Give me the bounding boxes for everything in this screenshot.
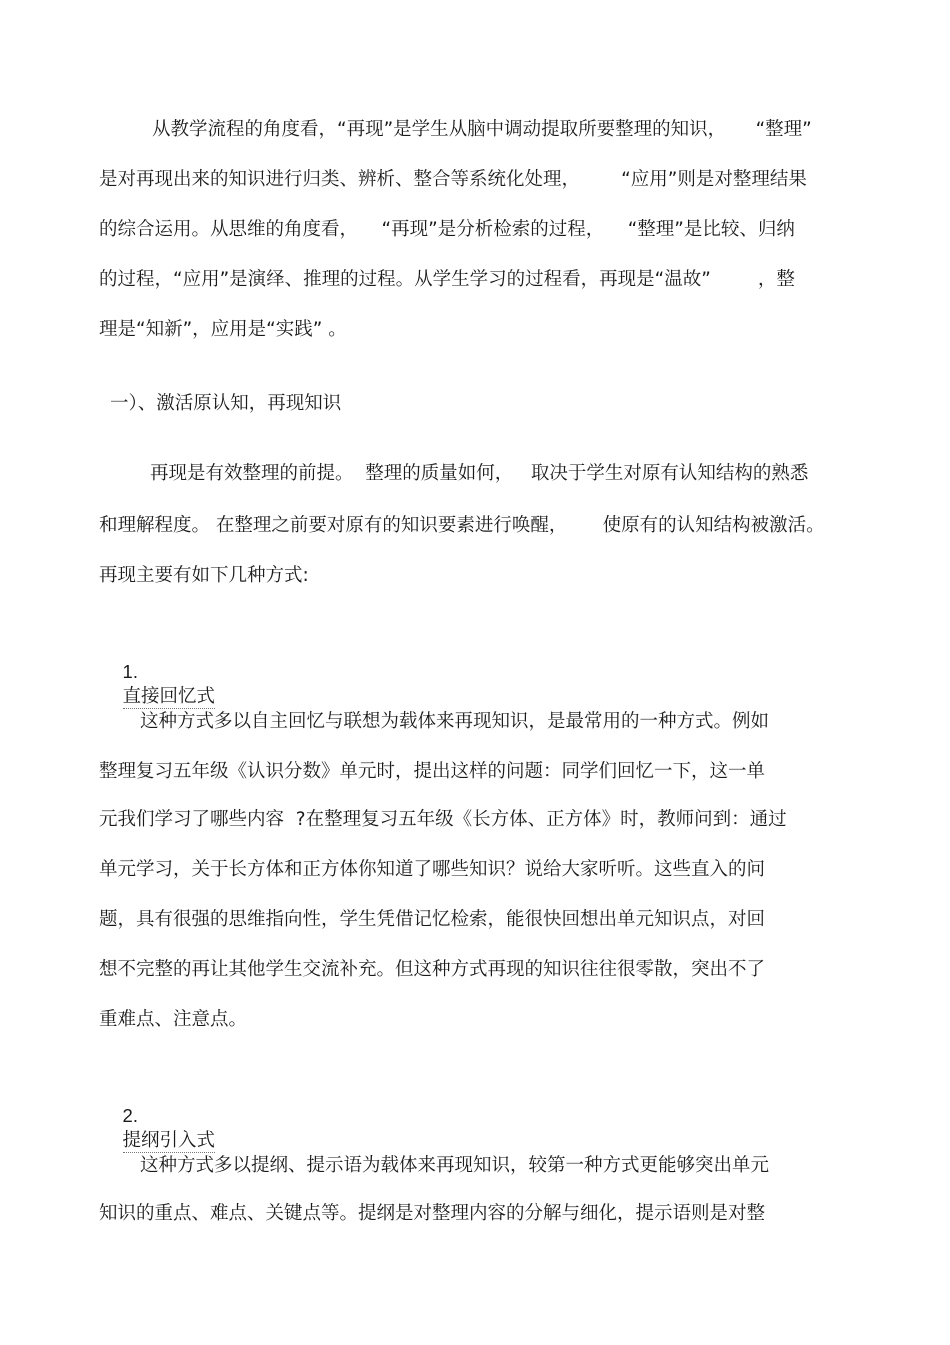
section-one-line-3: 再现主要有如下几种方式:: [99, 565, 309, 586]
intro-line-3: 的综合运用。从思维的角度看， “再现”是分析检索的过程， “整理”是比较、归纳: [99, 219, 795, 240]
section-one-line-2: 和理解程度。 在整理之前要对原有的知识要素进行唤醒， 使原有的认知结构被激活。: [99, 515, 825, 536]
section-one-line-1: 再现是有效整理的前提。 整理的质量如何， 取决于学生对原有认知结构的熟悉: [150, 463, 809, 484]
method-one-line-6: 想不完整的再让其他学生交流补充。但这种方式再现的知识往往很零散，突出不了: [99, 959, 766, 980]
intro-line-2: 是对再现出来的知识进行归类、辨析、整合等系统化处理， “应用”则是对整理结果: [99, 169, 807, 190]
method-one-number: 1.: [122, 661, 138, 682]
method-one-line-3: 元我们学习了哪些内容 ?在整理复习五年级《长方体、正方体》时，教师问到：通过: [99, 809, 787, 830]
method-one-title: 直接回忆式: [122, 686, 216, 707]
method-two-line-1: 这种方式多以提纲、提示语为载体来再现知识，较第一种方式更能够突出单元: [140, 1155, 770, 1176]
method-two-line-2: 知识的重点、难点、关键点等。提纲是对整理内容的分解与细化，提示语则是对整: [99, 1203, 766, 1224]
method-two-title: 提纲引入式: [122, 1130, 216, 1151]
method-one-line-1: 这种方式多以自主回忆与联想为载体来再现知识，是最常用的一种方式。例如: [140, 711, 770, 732]
method-one-line-4: 单元学习，关于长方体和正方体你知道了哪些知识？说给大家听听。这些直入的问: [99, 859, 766, 880]
intro-line-5: 理是“知新”，应用是“实践” 。: [99, 319, 347, 340]
method-one-line-5: 题，具有很强的思维指向性，学生凭借记忆检索，能很快回想出单元知识点，对回: [99, 909, 766, 930]
section-one-heading: 一）、激活原认知，再现知识: [110, 393, 342, 414]
intro-line-4: 的过程，“应用”是演绎、推理的过程。从学生学习的过程看，再现是“温故” ，整: [99, 269, 795, 290]
method-two-number: 2.: [122, 1105, 138, 1126]
intro-line-1: 从教学流程的角度看，“再现”是学生从脑中调动提取所要整理的知识， “整理”: [152, 119, 812, 140]
method-one-line-2: 整理复习五年级《认识分数》单元时，提出这样的问题：同学们回忆一下，这一单: [99, 761, 766, 782]
method-one-line-7: 重难点、注意点。: [99, 1009, 248, 1030]
